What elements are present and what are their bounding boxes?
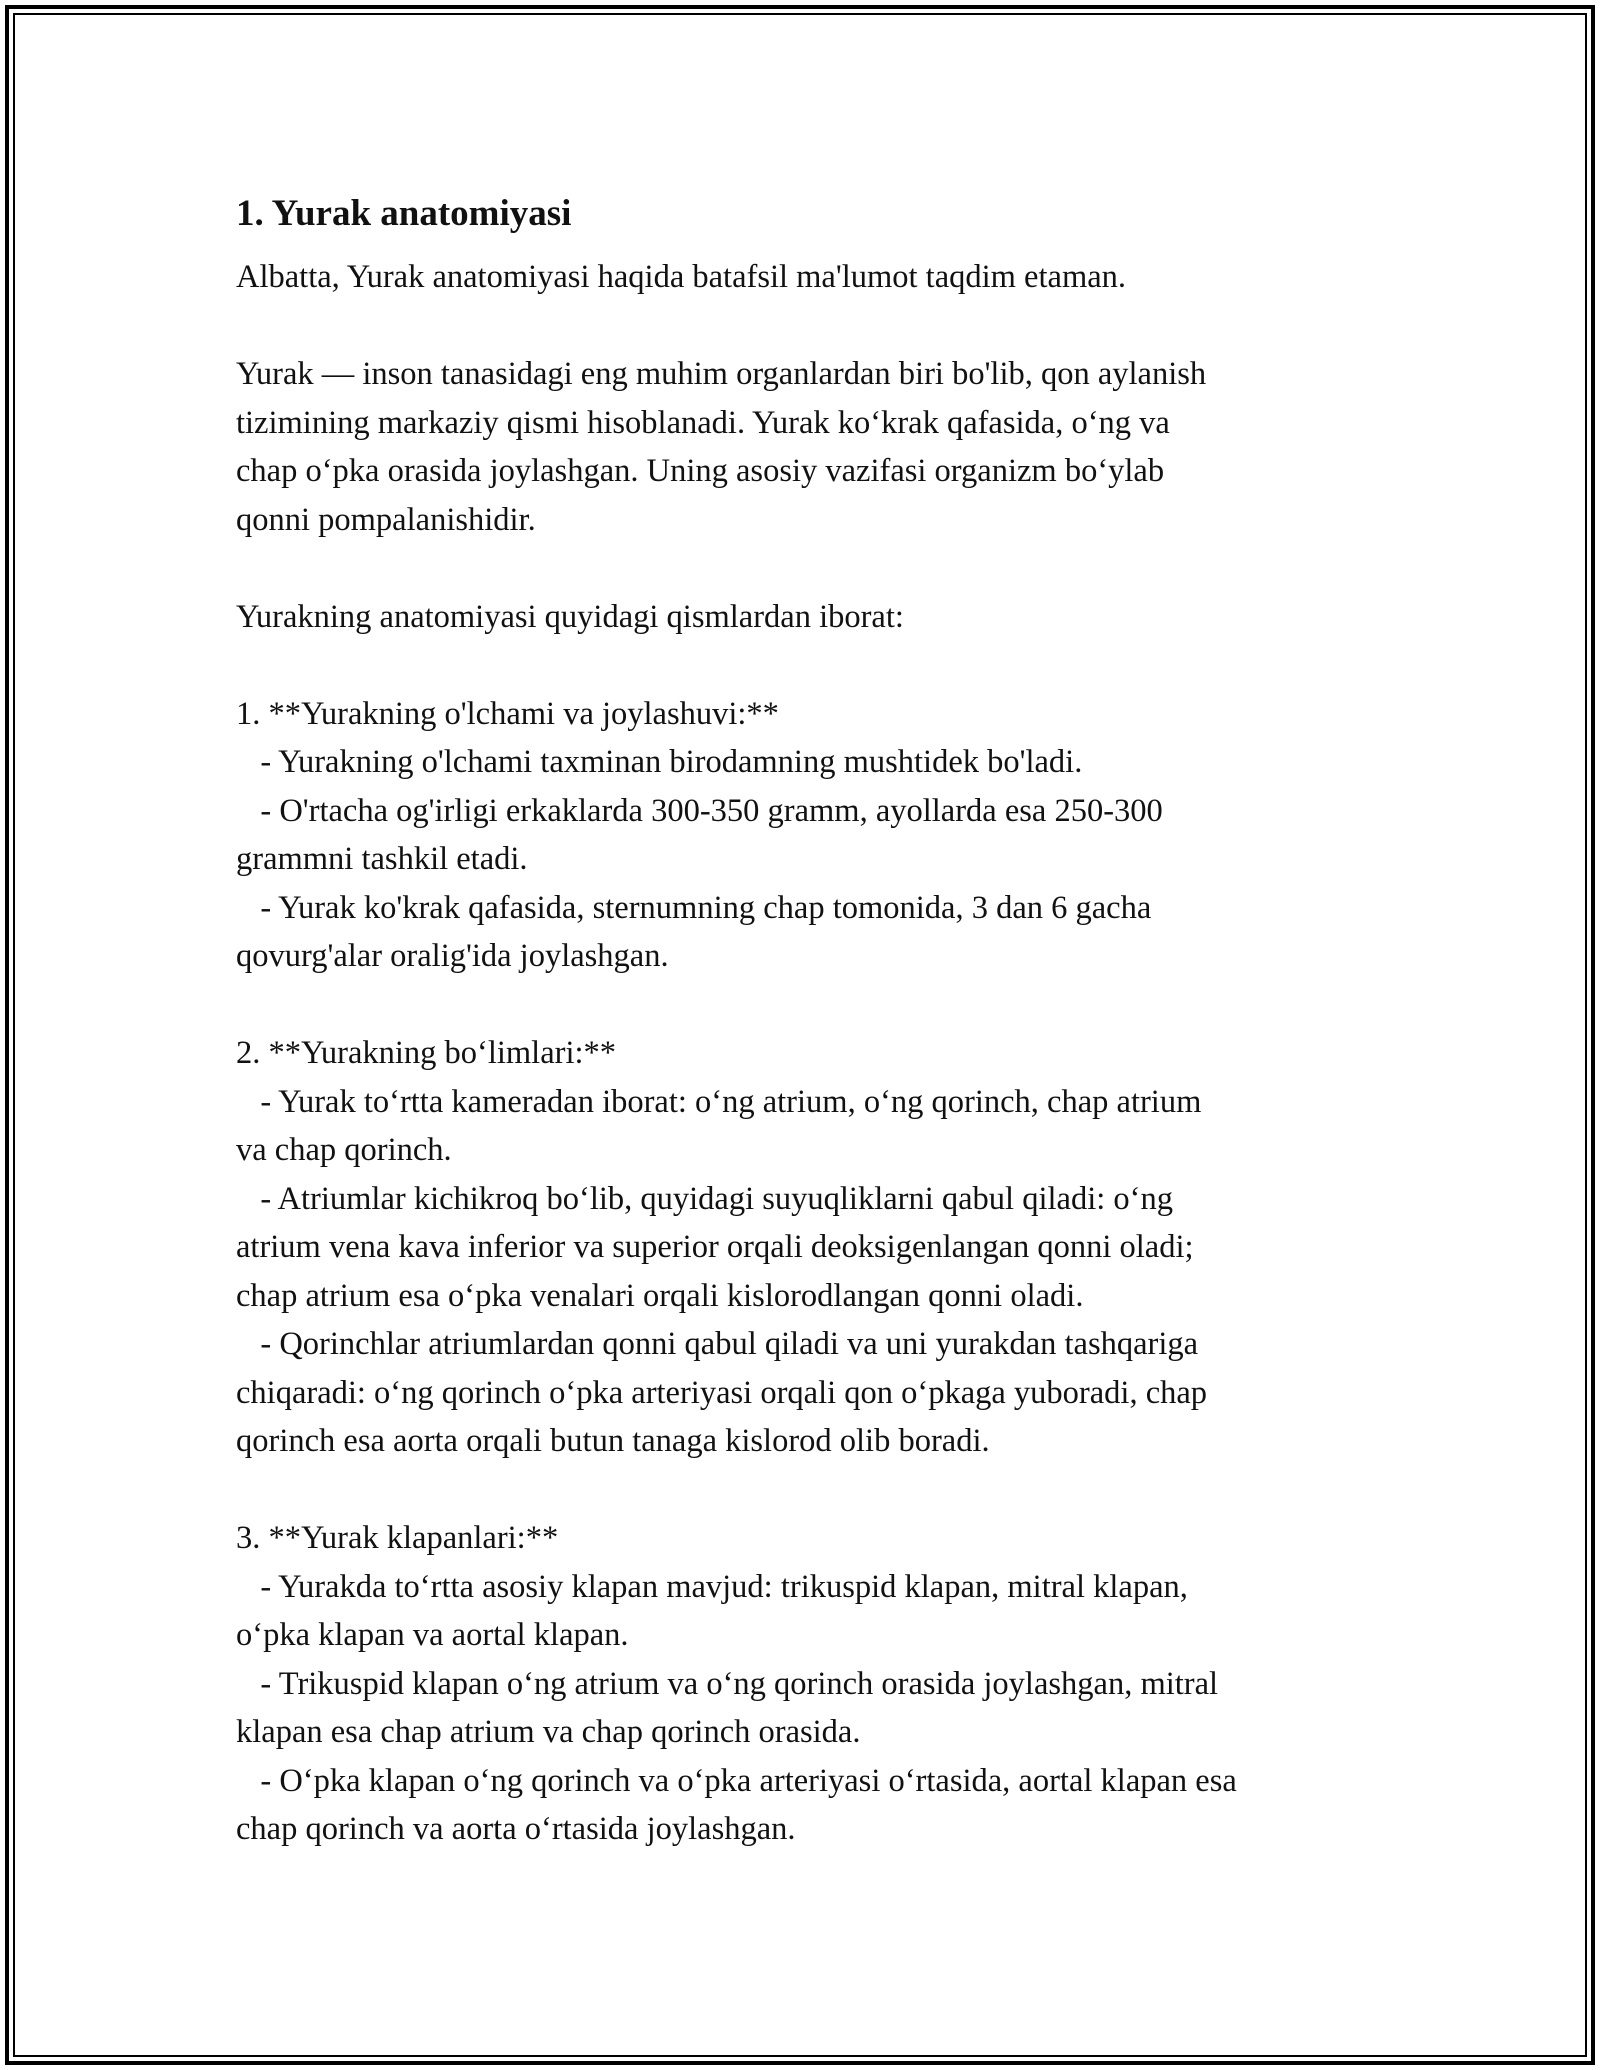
section-line: klapan esa chap atrium va chap qorinch orasida.	[236, 1714, 861, 1750]
section-line: - Yurakning o'lchami taxminan birodamning mushtidek bo'ladi.	[236, 744, 1083, 780]
section-chambers	[236, 1029, 1396, 1466]
paragraph-1	[236, 350, 1396, 544]
section-heading: 3. **Yurak klapanlari:**	[236, 1520, 559, 1556]
section-line: qovurg'alar oralig'ida joylashgan.	[236, 938, 669, 974]
section-line: - Yurakda to‘rtta asosiy klapan mavjud: trikuspid klapan, mitral klapan,	[236, 1568, 1188, 1605]
section-line: o‘pka klapan va aortal klapan.	[236, 1617, 629, 1653]
blank-line	[236, 302, 1396, 351]
section-line: - O'rtacha og'irligi erkaklarda 300-350 gramm, ayollarda esa 250-300	[236, 792, 1163, 829]
section-line: chap qorinch va aorta o‘rtasida joylashgan.	[236, 1811, 796, 1847]
document-body	[236, 186, 1396, 1854]
paragraph-line: tizimining markaziy qismi hisoblanadi. Yurak ko‘krak qafasida, o‘ng va	[236, 404, 1170, 441]
section-line: chiqaradi: o‘ng qorinch o‘pka arteriyasi orqali qon o‘pkaga yuboradi, chap	[236, 1374, 1208, 1411]
section-line: chap atrium esa o‘pka venalari orqali kislorodlangan qonni oladi.	[236, 1277, 1084, 1314]
section-line: atrium vena kava inferior va superior orqali deoksigenlangan qonni oladi;	[236, 1229, 1194, 1265]
section-line: grammni tashkil etadi.	[236, 841, 528, 877]
section-line: - Yurak ko'krak qafasida, sternumning chap tomonida, 3 dan 6 gacha	[236, 889, 1152, 926]
document-title: 1. Yurak anatomiyasi	[236, 193, 572, 234]
blank-line	[236, 544, 1396, 593]
paragraph-line: qonni pompalanishidir.	[236, 501, 536, 538]
lead-text: Yurakning anatomiyasi quyidagi qismlardan iborat:	[236, 598, 904, 635]
section-valves	[236, 1514, 1396, 1854]
paragraph-line: chap o‘pka orasida joylashgan. Uning asosiy vazifasi organizm bo‘ylab	[236, 453, 1165, 489]
section-line: - Trikuspid klapan o‘ng atrium va o‘ng qorinch orasida joylashgan, mitral	[236, 1665, 1219, 1702]
intro-text: Albatta, Yurak anatomiyasi haqida batafsil ma'lumot taqdim etaman.	[236, 259, 1127, 295]
section-size-location	[236, 690, 1396, 981]
section-heading: 2. **Yurakning bo‘limlari:**	[236, 1035, 617, 1071]
section-line: - Qorinchlar atriumlardan qonni qabul qiladi va uni yurakdan tashqariga	[236, 1326, 1199, 1362]
blank-line	[236, 981, 1396, 1030]
section-line: qorinch esa aorta orqali butun tanaga kislorod olib boradi.	[236, 1423, 990, 1459]
blank-line	[236, 641, 1396, 690]
section-line: - O‘pka klapan o‘ng qorinch va o‘pka arteriyasi o‘rtasida, aortal klapan esa	[236, 1762, 1237, 1799]
section-line: va chap qorinch.	[236, 1132, 452, 1168]
blank-line	[236, 1466, 1396, 1515]
section-line: - Yurak to‘rtta kameradan iborat: o‘ng atrium, o‘ng qorinch, chap atrium	[236, 1083, 1202, 1120]
section-line: - Atriumlar kichikroq bo‘lib, quyidagi suyuqliklarni qabul qiladi: o‘ng	[236, 1180, 1173, 1217]
section-heading: 1. **Yurakning o'lchami va joylashuvi:**	[236, 695, 779, 732]
paragraph-line: Yurak — inson tanasidagi eng muhim organlardan biri bo'lib, qon aylanish	[236, 356, 1207, 392]
